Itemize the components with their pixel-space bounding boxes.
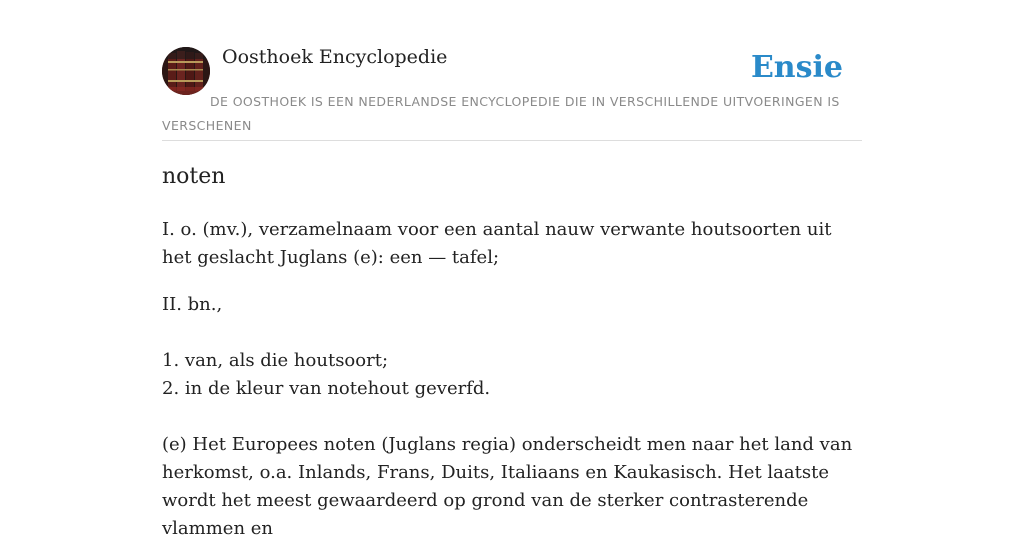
book-spines-avatar-icon[interactable] <box>162 47 210 95</box>
entry-paragraph-1: I. o. (mv.), verzamelnaam voor een aantal nauw verwante houtsoorten uit het geslacht Juglans (e): een — tafel; <box>162 219 832 268</box>
entry-paragraph-2-heading: II. bn., <box>162 294 223 315</box>
site-title-link[interactable]: Oosthoek Encyclopedie <box>222 46 448 68</box>
entry-title: noten <box>162 164 226 189</box>
site-header <box>162 0 862 141</box>
brand-logo-link[interactable]: Ensie <box>750 50 843 85</box>
spacer <box>162 403 862 431</box>
site-tagline: DE OOSTHOEK IS EEN NEDERLANDSE ENCYCLOPEDIE DIE IN VERSCHILLENDE UITVOERINGEN IS VERSCHENEN <box>162 94 840 133</box>
entry-sense-2: 2. in de kleur van notehout geverfd. <box>162 378 491 399</box>
spacer <box>162 319 862 347</box>
entry-note: (e) Het Europees noten (Juglans regia) onderscheidt men naar het land van herkomst, o.a. Inlands, Frans, Duits, Italiaans en Kaukasisch. Het laatste wordt het meest gewaardeerd op grond van de sterker contrasterende vlammen en <box>162 434 853 539</box>
page-container <box>162 0 862 539</box>
entry-sense-1: 1. van, als die houtsoort; <box>162 350 389 371</box>
entry-body <box>162 216 862 543</box>
